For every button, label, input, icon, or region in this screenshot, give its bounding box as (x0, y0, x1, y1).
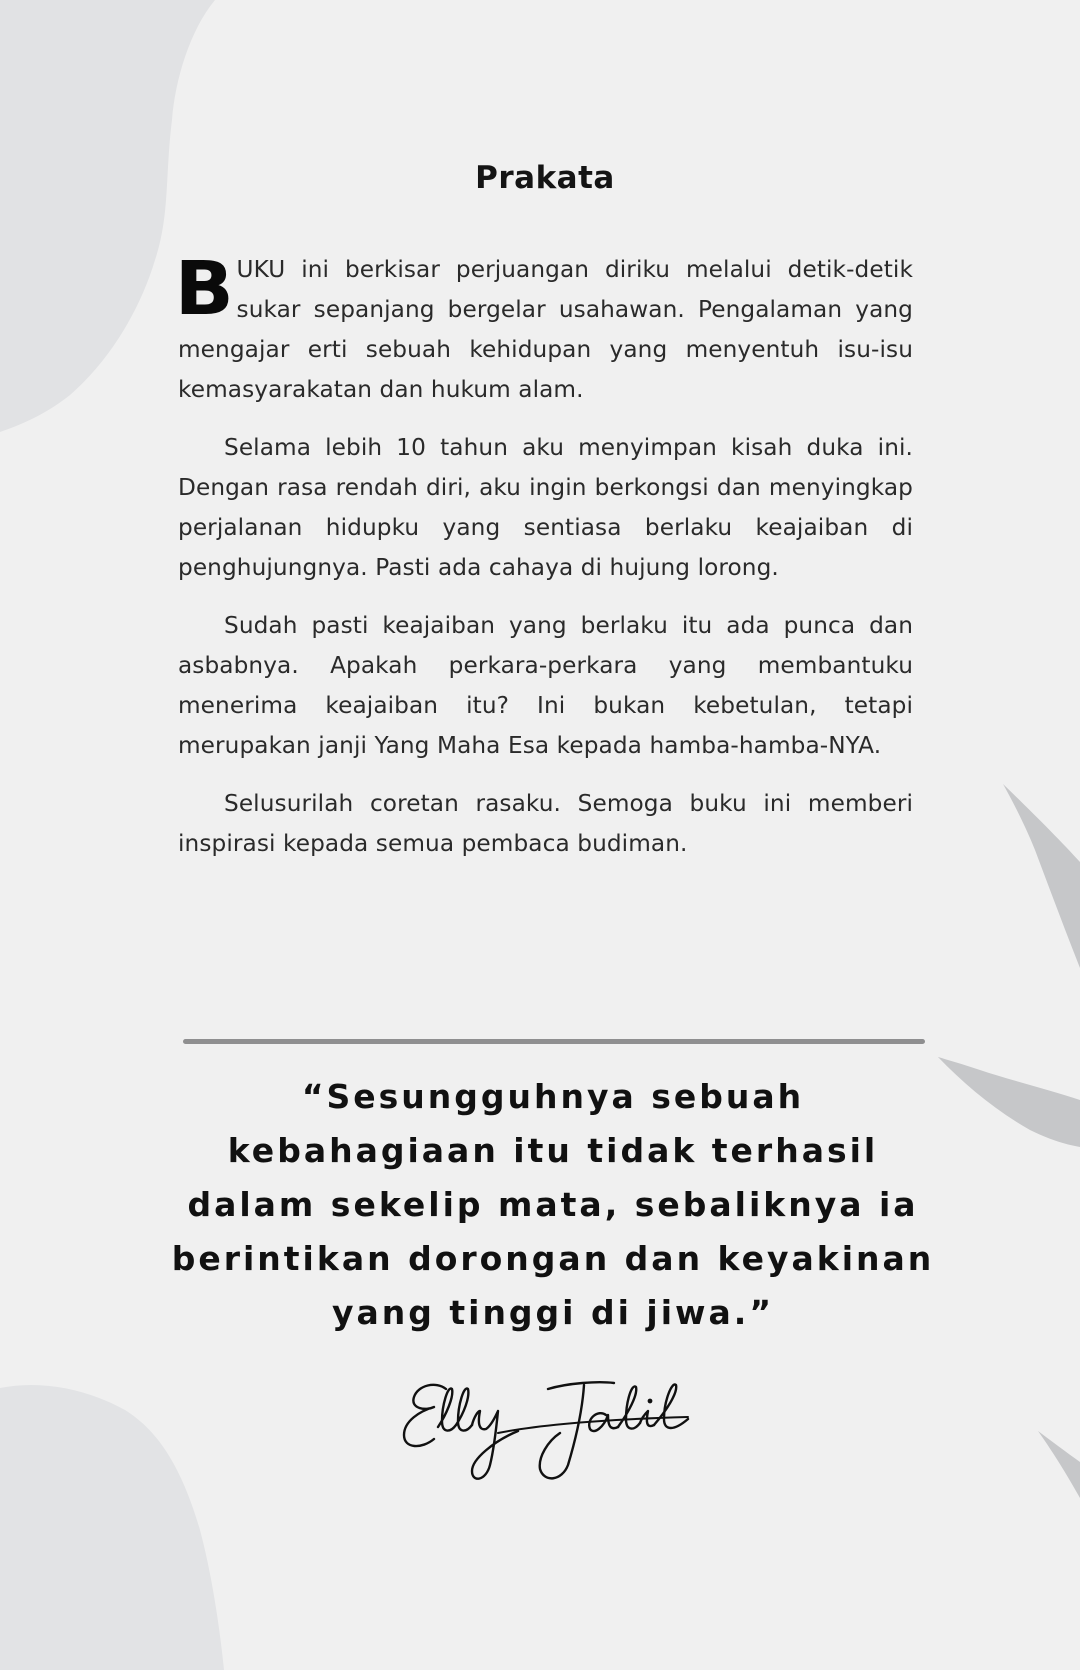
paragraph-2: Selama lebih 10 tahun aku menyimpan kisah duka ini. Dengan rasa rendah diri, aku ingin berkongsi dan menyingkap perjalanan hidupku yang sentiasa berlaku keajaiban di penghujungnya. Pasti ada cahaya di hujung lorong. (178, 434, 913, 581)
paragraph-4: Selusurilah coretan rasaku. Semoga buku ini memberi inspirasi kepada semua pembaca budiman. (178, 790, 913, 857)
section-divider (183, 1039, 925, 1044)
paragraph-3: Sudah pasti keajaiban yang berlaku itu ada punca dan asbabnya. Apakah perkara-perkara yang membantuku menerima keajaiban itu? Ini bukan kebetulan, tetapi merupakan janji Yang Maha Esa kepada hamba-hamba-NYA. (178, 612, 913, 759)
drop-cap: B (174, 246, 234, 332)
pull-quote (150, 1070, 956, 1340)
page-title: Prakata (475, 160, 615, 196)
paragraph-1 (174, 246, 913, 410)
author-signature (398, 1375, 718, 1485)
signature-icon (398, 1375, 718, 1485)
paragraph-1-text: UKU ini berkisar perjuangan diriku melalui detik-detik sukar sepanjang bergelar usahawan. Pengalaman yang mengajar erti sebuah kehidupan yang menyentuh isu-isu kemasyarakatan dan hukum alam. (178, 256, 913, 403)
preface-body (174, 246, 913, 864)
quote-line: kebahagiaan itu tidak terhasil (227, 1131, 879, 1170)
quote-line: “Sesungguhnya sebuah (301, 1077, 805, 1116)
quote-line: yang tinggi di jiwa.” (331, 1293, 775, 1332)
quote-line: dalam sekelip mata, sebaliknya ia (187, 1185, 919, 1224)
quote-line: berintikan dorongan dan keyakinan (171, 1239, 935, 1278)
